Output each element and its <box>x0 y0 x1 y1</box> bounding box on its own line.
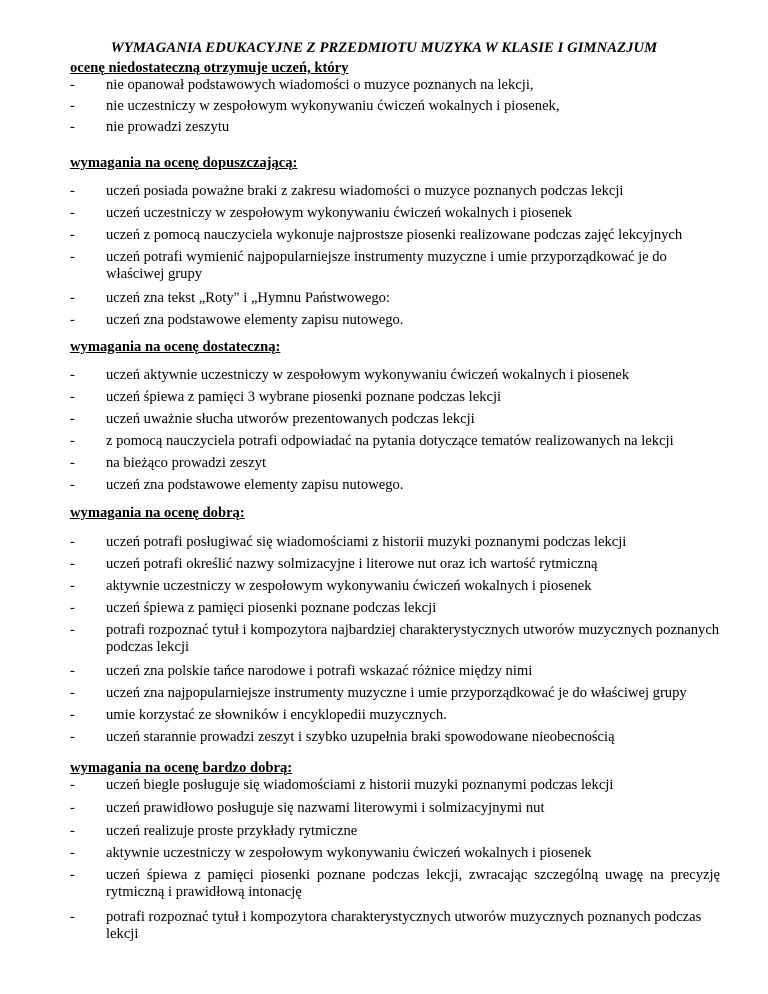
list-item <box>70 98 720 119</box>
list-item-text: nie opanował podstawowych wiadomości o muzyce poznanych na lekcji, <box>106 77 534 93</box>
list-item-text: uczeń zna podstawowe elementy zapisu nutowego. <box>106 477 404 493</box>
dash-bullet: - <box>70 777 75 793</box>
dash-bullet: - <box>70 477 75 493</box>
dash-bullet: - <box>70 433 75 449</box>
list-item <box>70 77 720 98</box>
dash-bullet: - <box>70 707 75 723</box>
requirements-list <box>70 534 720 751</box>
list-item <box>70 823 720 845</box>
dash-bullet: - <box>70 290 75 306</box>
document-title: WYMAGANIA EDUKACYJNE Z PRZEDMIOTU MUZYKA W KLASIE I GIMNAZJUM <box>110 40 658 56</box>
list-item-text: uczeń biegle posługuje się wiadomościami z historii muzyki poznanymi podczas lekcji <box>106 777 614 793</box>
list-item-text: uczeń z pomocą nauczyciela wykonuje najprostsze piosenki realizowane podczas zajęć lekcyjnych <box>106 227 683 243</box>
section-heading: wymagania na ocenę dobrą: <box>70 505 245 521</box>
list-item <box>70 312 720 334</box>
list-item <box>70 249 720 290</box>
dash-bullet: - <box>70 600 75 616</box>
list-item-text: uczeń uważnie słucha utworów prezentowanych podczas lekcji <box>106 411 475 427</box>
section-dopuszczajaca <box>70 155 720 334</box>
list-item-text: uczeń potrafi określić nazwy solmizacyjne i literowe nut oraz ich wartość rytmiczną <box>106 556 598 572</box>
dash-bullet: - <box>70 845 75 861</box>
list-item <box>70 845 720 867</box>
dash-bullet: - <box>70 98 75 114</box>
dash-bullet: - <box>70 556 75 572</box>
list-item-text: nie prowadzi zeszytu <box>106 119 230 135</box>
list-item <box>70 707 720 729</box>
list-item-text: z pomocą nauczyciela potrafi odpowiadać na pytania dotyczące tematów realizowanych na lekcji <box>106 433 674 449</box>
dash-bullet: - <box>70 205 75 221</box>
list-item <box>70 622 720 663</box>
dash-bullet: - <box>70 534 75 550</box>
dash-bullet: - <box>70 411 75 427</box>
list-item <box>70 290 720 312</box>
list-item-text: nie uczestniczy w zespołowym wykonywaniu ćwiczeń wokalnych i piosenek, <box>106 98 560 114</box>
dash-bullet: - <box>70 909 75 925</box>
dash-bullet: - <box>70 663 75 679</box>
list-item <box>70 389 720 411</box>
dash-bullet: - <box>70 823 75 839</box>
dash-bullet: - <box>70 77 75 93</box>
list-item-text: uczeń posiada poważne braki z zakresu wiadomości o muzyce poznanych podczas lekcji <box>106 183 624 199</box>
list-item <box>70 685 720 707</box>
requirements-list <box>70 777 720 949</box>
list-item-text: umie korzystać ze słowników i encyklopedii muzycznych. <box>106 707 447 723</box>
dash-bullet: - <box>70 800 75 816</box>
dash-bullet: - <box>70 622 75 638</box>
list-item <box>70 556 720 578</box>
list-item-text: na bieżąco prowadzi zeszyt <box>106 455 267 471</box>
dash-bullet: - <box>70 119 75 135</box>
section-heading: wymagania na ocenę bardzo dobrą: <box>70 760 293 776</box>
list-item <box>70 119 720 140</box>
section-niedostateczna <box>70 60 720 140</box>
list-item-text: uczeń potrafi posługiwać się wiadomościami z historii muzyki poznanymi podczas lekcji <box>106 534 627 550</box>
list-item-text: uczeń śpiewa z pamięci 3 wybrane piosenki poznane podczas lekcji <box>106 389 502 405</box>
list-item <box>70 455 720 477</box>
list-item-text: uczeń potrafi wymienić najpopularniejsze instrumenty muzyczne i umie przyporządkować je do właściwej grupy <box>106 249 667 282</box>
section-heading: ocenę niedostateczną otrzymuje uczeń, który <box>70 60 349 76</box>
list-item-text: uczeń zna podstawowe elementy zapisu nutowego. <box>106 312 404 328</box>
list-item-text: uczeń zna tekst „Roty" i „Hymnu Państwowego: <box>106 290 390 306</box>
dash-bullet: - <box>70 685 75 701</box>
dash-bullet: - <box>70 389 75 405</box>
list-item-text: uczeń uczestniczy w zespołowym wykonywaniu ćwiczeń wokalnych i piosenek <box>106 205 573 221</box>
list-item-text: uczeń aktywnie uczestniczy w zespołowym wykonywaniu ćwiczeń wokalnych i piosenek <box>106 367 630 383</box>
dash-bullet: - <box>70 867 75 883</box>
section-dobra <box>70 505 720 751</box>
list-item <box>70 534 720 556</box>
section-heading: wymagania na ocenę dostateczną: <box>70 339 281 355</box>
list-item <box>70 663 720 685</box>
list-item-text: potrafi rozpoznać tytuł i kompozytora charakterystycznych utworów muzycznych poznanych podczas lekcji <box>106 909 702 942</box>
dash-bullet: - <box>70 578 75 594</box>
requirements-list <box>70 183 720 334</box>
dash-bullet: - <box>70 312 75 328</box>
list-item <box>70 183 720 205</box>
section-dostateczna <box>70 339 720 499</box>
list-item-text: uczeń śpiewa z pamięci piosenki poznane podczas lekcji <box>106 600 437 616</box>
list-item-text: uczeń zna polskie tańce narodowe i potrafi wskazać różnice między nimi <box>106 663 533 679</box>
list-item <box>70 777 720 800</box>
list-item <box>70 909 720 949</box>
list-item-text: uczeń prawidłowo posługuje się nazwami literowymi i solmizacyjnymi nut <box>106 800 545 816</box>
section-bardzo-dobra <box>70 760 720 949</box>
list-item <box>70 600 720 622</box>
list-item-text: uczeń zna najpopularniejsze instrumenty muzyczne i umie przyporządkować je do właściwej grupy <box>106 685 687 701</box>
list-item <box>70 477 720 499</box>
list-item <box>70 227 720 249</box>
list-item <box>70 867 720 909</box>
list-item <box>70 411 720 433</box>
list-item-text: aktywnie uczestniczy w zespołowym wykonywaniu ćwiczeń wokalnych i piosenek <box>106 578 592 594</box>
requirements-list <box>70 367 720 499</box>
dash-bullet: - <box>70 367 75 383</box>
dash-bullet: - <box>70 183 75 199</box>
list-item-text: potrafi rozpoznać tytuł i kompozytora najbardziej charakterystycznych utworów muzycznych poznanych podczas lekcji <box>106 622 720 655</box>
list-item-text: uczeń starannie prowadzi zeszyt i szybko uzupełnia braki spowodowane nieobecnością <box>106 729 615 745</box>
list-item <box>70 433 720 455</box>
list-item <box>70 578 720 600</box>
dash-bullet: - <box>70 227 75 243</box>
list-item <box>70 729 720 751</box>
list-item-text: uczeń śpiewa z pamięci piosenki poznane podczas lekcji, zwracając szczególną uwagę na precyzję rytmiczną i prawidłową intonację <box>106 867 720 900</box>
list-item <box>70 205 720 227</box>
dash-bullet: - <box>70 455 75 471</box>
list-item-text: uczeń realizuje proste przykłady rytmiczne <box>106 823 358 839</box>
list-item <box>70 367 720 389</box>
section-heading: wymagania na ocenę dopuszczającą: <box>70 155 298 171</box>
requirements-list <box>70 77 720 140</box>
dash-bullet: - <box>70 249 75 265</box>
dash-bullet: - <box>70 729 75 745</box>
list-item-text: aktywnie uczestniczy w zespołowym wykonywaniu ćwiczeń wokalnych i piosenek <box>106 845 592 861</box>
list-item <box>70 800 720 823</box>
